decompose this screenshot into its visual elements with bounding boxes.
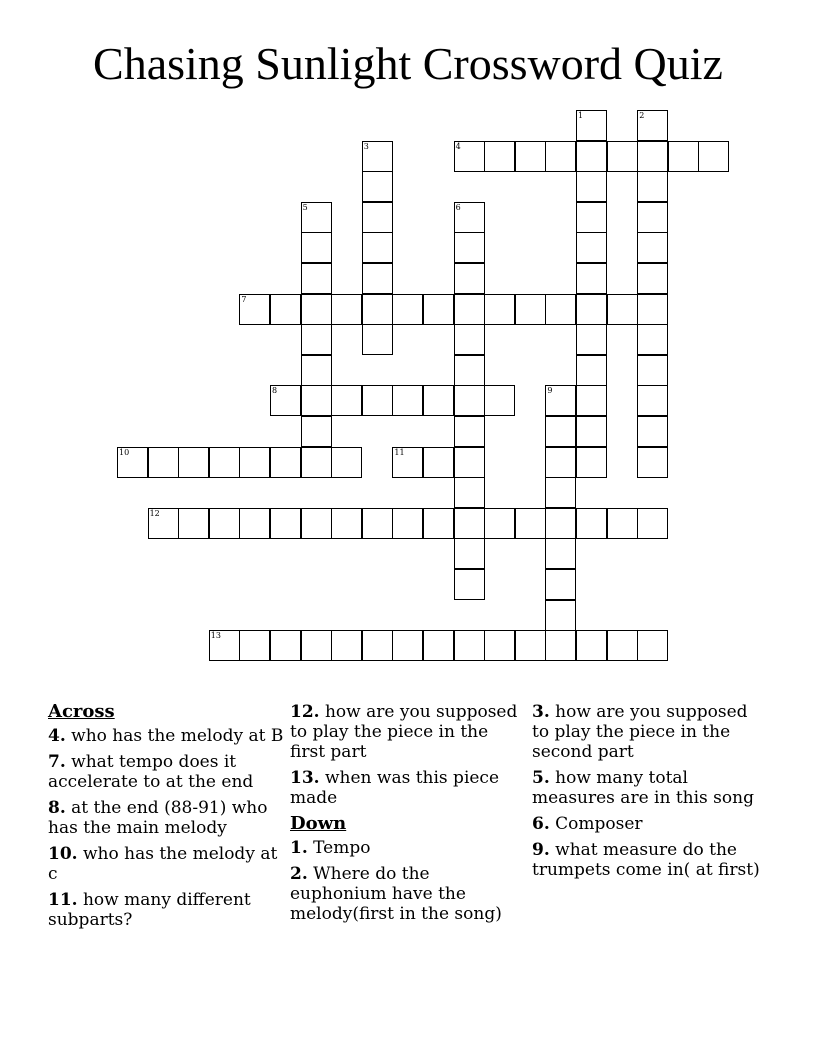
clue-text: what tempo does it accelerate to at the end [48,752,254,792]
clue-number: 11. [48,890,78,910]
crossword-cell[interactable] [423,630,454,661]
crossword-cell[interactable] [362,630,393,661]
crossword-cell[interactable] [362,202,393,233]
crossword-cell[interactable] [301,447,332,478]
clue-number: 3. [532,702,550,722]
crossword-cell[interactable] [362,263,393,294]
crossword-cell[interactable] [362,141,393,172]
crossword-cell[interactable] [637,232,668,263]
crossword-cell[interactable] [209,508,240,539]
clue-text: Composer [555,814,643,834]
crossword-cell[interactable] [545,569,576,600]
clue-text: how are you supposed to play the piece in the first part [290,702,518,762]
crossword-cell[interactable] [423,294,454,325]
cell-number: 1 [578,111,584,120]
crossword-cell[interactable] [607,141,638,172]
crossword-cell[interactable] [392,447,423,478]
clue-text: at the end (88-91) who has the main melody [48,798,268,838]
crossword-cell[interactable] [545,385,576,416]
crossword-cell[interactable] [545,294,576,325]
crossword-cell[interactable] [545,630,576,661]
crossword-cell[interactable] [117,447,148,478]
crossword-cell[interactable] [454,355,485,386]
crossword-cell[interactable] [484,385,515,416]
clue-text: what measure do the trumpets come in( at first) [532,840,760,880]
crossword-cell[interactable] [423,508,454,539]
crossword-cell[interactable] [637,355,668,386]
clue-text: who has the melody at c [48,844,278,884]
crossword-cell[interactable] [576,385,607,416]
crossword-cell[interactable] [576,171,607,202]
clue-text: how many total measures are in this song [532,768,754,808]
crossword-cell[interactable] [454,141,485,172]
crossword-cell[interactable] [637,630,668,661]
crossword-cell[interactable] [454,294,485,325]
crossword-cell[interactable] [270,385,301,416]
clue-text: when was this piece made [290,768,500,808]
crossword-cell[interactable] [576,202,607,233]
clue-text: Tempo [313,838,371,858]
crossword-cell[interactable] [331,447,362,478]
cell-number: 5 [302,202,308,212]
crossword-cell[interactable] [576,508,607,539]
crossword-cell[interactable] [454,569,485,600]
cell-number: 4 [455,141,461,151]
crossword-cell[interactable] [484,141,515,172]
crossword-cell[interactable] [454,630,485,661]
crossword-cell[interactable] [331,630,362,661]
clue-column-2 [290,702,526,930]
down-clue-5 [532,768,768,808]
crossword-cell[interactable] [515,508,546,539]
crossword-cell[interactable] [178,447,209,478]
crossword-cell[interactable] [576,141,607,172]
crossword-cell[interactable] [545,416,576,447]
clue-number: 8. [48,798,66,818]
crossword-cell[interactable] [362,232,393,263]
cell-number: 3 [363,141,369,151]
clue-text: Where do the euphonium have the melody(first in the song) [290,864,502,924]
crossword-cell[interactable] [637,110,668,141]
crossword-cell[interactable] [545,538,576,569]
crossword-cell[interactable] [545,477,576,508]
crossword-cell[interactable] [698,141,729,172]
crossword-cell[interactable] [239,630,270,661]
crossword-cell[interactable] [454,202,485,233]
clue-text: who has the melody at B [71,726,284,746]
crossword-cell[interactable] [484,508,515,539]
clue-text: how many different subparts? [48,890,251,930]
crossword-cell[interactable] [576,232,607,263]
crossword-cell[interactable] [423,447,454,478]
down-clue-6 [532,814,768,834]
crossword-cell[interactable] [637,141,668,172]
crossword-cell[interactable] [239,508,270,539]
crossword-cell[interactable] [301,263,332,294]
cell-number: 9 [547,386,553,396]
crossword-cell[interactable] [270,508,301,539]
cell-number: 11 [394,447,405,457]
crossword-cell[interactable] [331,508,362,539]
crossword-cell[interactable] [362,508,393,539]
cell-number: 12 [149,508,160,518]
crossword-cell[interactable] [301,416,332,447]
clue-number: 2. [290,864,308,884]
clue-number: 13. [290,768,320,788]
page-title: Chasing Sunlight Crossword Quiz [93,38,723,89]
crossword-cell[interactable] [301,630,332,661]
crossword-cell[interactable] [392,630,423,661]
clue-number: 12. [290,702,320,722]
crossword-cell[interactable] [270,630,301,661]
crossword-cell[interactable] [576,263,607,294]
clue-column-3 [532,702,768,886]
crossword-cell[interactable] [362,324,393,355]
crossword-cell[interactable] [576,630,607,661]
across-clue-8 [48,798,284,838]
cell-number: 7 [241,294,247,304]
crossword-cell[interactable] [270,447,301,478]
crossword-cell[interactable] [545,600,576,631]
crossword-cell[interactable] [607,508,638,539]
crossword-cell[interactable] [545,508,576,539]
across-clue-7 [48,752,284,792]
crossword-cell[interactable] [637,385,668,416]
clue-number: 9. [532,840,550,860]
crossword-cell[interactable] [576,294,607,325]
crossword-cell[interactable] [637,202,668,233]
crossword-cell[interactable] [301,294,332,325]
crossword-cell[interactable] [178,508,209,539]
crossword-cell[interactable] [454,232,485,263]
crossword-cell[interactable] [392,294,423,325]
crossword-cell[interactable] [515,294,546,325]
cell-number: 8 [272,386,278,396]
clue-number: 6. [532,814,550,834]
clue-number: 4. [48,726,66,746]
across-clue-12 [290,702,526,762]
crossword-cell[interactable] [668,141,699,172]
crossword-cell[interactable] [454,416,485,447]
across-heading: Across [48,701,115,722]
crossword-cell[interactable] [576,447,607,478]
crossword-cell[interactable] [637,416,668,447]
down-clue-3 [532,702,768,762]
down-clue-1 [290,838,526,858]
crossword-cell[interactable] [637,171,668,202]
crossword-cell[interactable] [362,171,393,202]
crossword-cell[interactable] [454,263,485,294]
crossword-cell[interactable] [270,294,301,325]
crossword-cell[interactable] [392,385,423,416]
crossword-cell[interactable] [239,447,270,478]
crossword-cell[interactable] [545,141,576,172]
clue-number: 7. [48,752,66,772]
crossword-cell[interactable] [607,630,638,661]
crossword-cell[interactable] [301,385,332,416]
crossword-cell[interactable] [637,263,668,294]
clue-text: how are you supposed to play the piece in the second part [532,702,748,762]
clue-number: 5. [532,768,550,788]
crossword-cell[interactable] [454,324,485,355]
crossword-cell[interactable] [209,447,240,478]
crossword-cell[interactable] [454,447,485,478]
crossword-cell[interactable] [454,508,485,539]
crossword-cell[interactable] [301,232,332,263]
crossword-cell[interactable] [301,202,332,233]
cell-number: 6 [455,202,461,212]
crossword-cell[interactable] [515,630,546,661]
across-clue-11 [48,890,284,930]
crossword-cell[interactable] [545,447,576,478]
crossword-cell[interactable] [301,355,332,386]
crossword-cell[interactable] [454,477,485,508]
crossword-cell[interactable] [362,294,393,325]
across-clue-4 [48,726,284,746]
crossword-cell[interactable] [331,294,362,325]
crossword-cell[interactable] [423,385,454,416]
crossword-cell[interactable] [515,141,546,172]
down-heading: Down [290,813,347,834]
cell-number: 10 [119,447,130,457]
clue-column-1 [48,702,284,936]
crossword-cell[interactable] [484,630,515,661]
crossword-cell[interactable] [392,508,423,539]
down-clue-9 [532,840,768,880]
crossword-cell[interactable] [637,324,668,355]
cell-number: 13 [210,631,221,641]
crossword-cell[interactable] [576,110,607,141]
crossword-cell[interactable] [301,324,332,355]
across-clue-13 [290,768,526,808]
crossword-cell[interactable] [484,294,515,325]
crossword-cell[interactable] [301,508,332,539]
clue-number: 1. [290,838,308,858]
crossword-cell[interactable] [209,630,240,661]
crossword-cell[interactable] [576,355,607,386]
crossword-cell[interactable] [454,385,485,416]
crossword-cell[interactable] [239,294,270,325]
crossword-cell[interactable] [576,416,607,447]
crossword-cell[interactable] [148,508,179,539]
down-clue-2 [290,864,526,924]
crossword-cell[interactable] [331,385,362,416]
crossword-cell[interactable] [637,508,668,539]
crossword-cell[interactable] [362,385,393,416]
crossword-cell[interactable] [576,324,607,355]
crossword-cell[interactable] [148,447,179,478]
crossword-cell[interactable] [637,447,668,478]
crossword-cell[interactable] [637,294,668,325]
clue-number: 10. [48,844,78,864]
cell-number: 2 [639,111,645,120]
across-clue-10 [48,844,284,884]
crossword-cell[interactable] [607,294,638,325]
crossword-cell[interactable] [454,538,485,569]
